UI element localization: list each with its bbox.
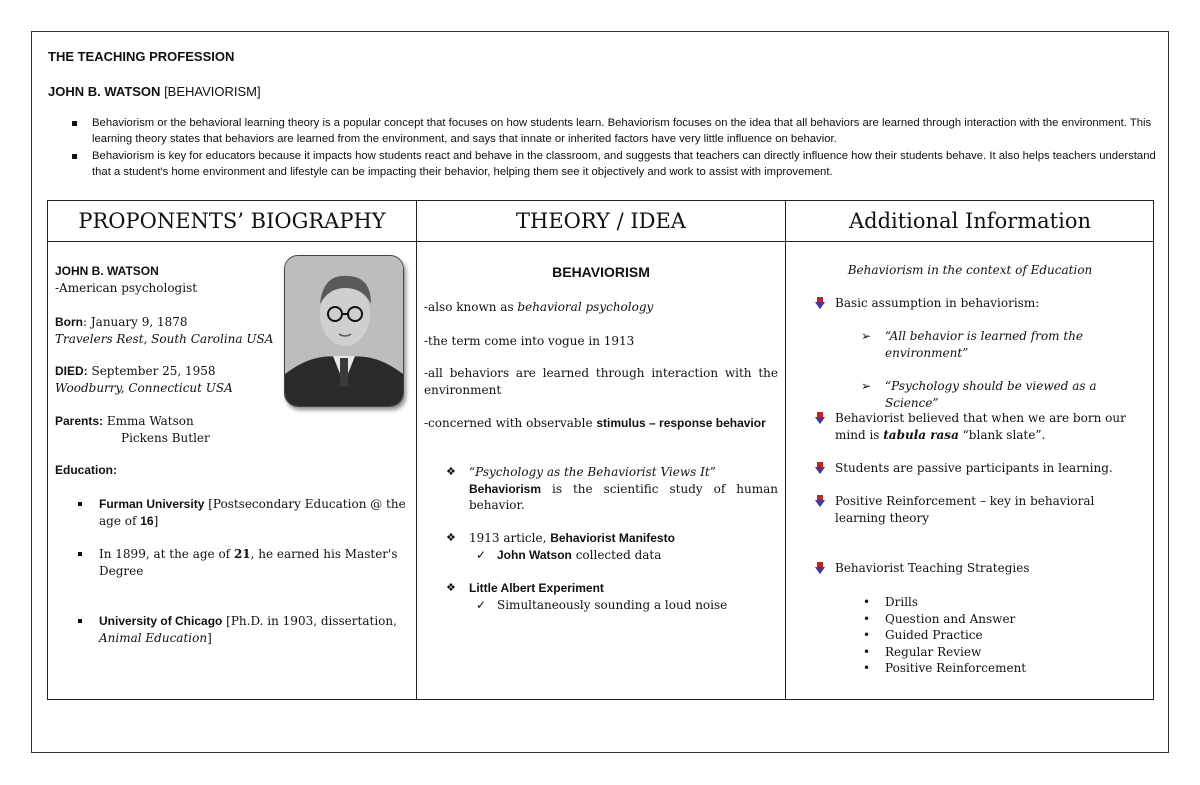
check-icon: ✓ [476,597,487,612]
arrowhead-bullet-icon: ➢ [861,329,872,343]
theory-item: ❖ “Psychology as the Behaviorist Views It” Behaviorism is the scientific study of human behavior. [446,465,778,512]
additional-item: Behaviorist Teaching Strategies [815,560,1145,577]
diamond-bullet-icon: ❖ [446,531,456,544]
portrait-image [285,256,403,406]
education-item: In 1899, at the age of 21, he earned his Master's Degree [78,546,408,579]
strategies-list [861,594,1141,677]
square-bullet-icon [72,121,77,126]
theory-item: ❖ Little Albert Experiment ✓ Simultaneously sounding a loud noise [446,581,728,612]
document-title: THE TEACHING PROFESSION [48,49,235,64]
subject-heading [48,84,261,99]
additional-item: Positive Reinforcement – key in behavioral learning theory [815,493,1145,526]
theory-cell: BEHAVIORISM -also known as behavioral psychology -the term come into vogue in 1913 -all behaviors are learned through interaction with the environment -concerned with observable stimulus – response behavior ❖ “Psychology as the Behaviorist Views It” Behaviorism is the scientific study of human behavior. ❖ 1913 article, Behaviorist Manifesto ✓ John Watson collected data ❖ Little Albert Experiment ✓ Simultaneously sounding a loud noise [417,242,785,699]
strategy-item: • Drills [863,595,919,609]
bio-role: -American psychologist [55,280,198,295]
subject-name: JOHN B. WATSON [48,84,161,99]
theory-item: ❖ 1913 article, Behaviorist Manifesto ✓ John Watson collected data [446,531,675,562]
assumption-quote: ➢ “Psychology should be viewed as a Science” [861,379,1097,410]
strategy-item: • Guided Practice [863,628,983,642]
intro-item: Behaviorism or the behavioral learning theory is a popular concept that focuses on how students learn. Behaviorism focuses on the idea that all behaviors are learned through interaction with the environment. This learning theory states that behaviors are learned from the environment, and says that innate or inherited factors have very little influence on behavior. [72,116,1160,147]
intro-item: Behaviorism is key for educators because it impacts how students react and behave in the classroom, and suggests that teachers can directly influence how their students behave. It also helps teachers understand that a student's home environment and lifestyle can be impacting their behavior, helping them see it objectively and work to assist with improvement. [72,149,1160,180]
diamond-bullet-icon: ❖ [446,465,456,478]
dot-bullet-icon: • [863,628,871,642]
biography-cell: JOHN B. WATSON -American psychologist Born: January 9, 1878 Travelers Rest, South Carolina USA DIED: September 25, 1958 Woodburry, Connecticut USA Parents: Emma Watson Pickens Butler Education: Furman University [Postsecondary Education @ the age of 16] In 1899, at the age of 21, he earned his Master's Degree University of Chicago [Ph.D. in 1903, dissertation, Animal Education] [48,242,416,699]
additional-context: Behaviorism in the context of Education [847,263,1093,277]
theory-title: BEHAVIORISM [552,264,650,280]
additional-item: Behaviorist believed that when we are born our mind is tabula rasa “blank slate”. [815,410,1145,443]
additional-cell [786,242,1154,699]
bio-died-place: Woodburry, Connecticut USA [55,380,233,395]
intro-list [72,116,1160,182]
arrow-bullet-icon [815,297,825,309]
assumption-quote: ➢ “All behavior is learned from the environment” [861,329,1084,360]
strategy-item: • Regular Review [863,644,982,659]
diamond-bullet-icon: ❖ [446,581,456,594]
bio-born-place: Travelers Rest, South Carolina USA [55,331,274,346]
arrow-bullet-icon [815,562,825,574]
square-bullet-icon [72,154,77,159]
additional-item: Basic assumption in behaviorism: [815,295,1145,312]
portrait-photo [284,255,404,407]
bio-name: JOHN B. WATSON [55,264,159,278]
dot-bullet-icon: • [863,595,871,609]
arrowhead-bullet-icon: ➢ [861,379,872,393]
header-biography: PROPONENTS’ BIOGRAPHY [78,209,386,233]
dot-bullet-icon: • [863,644,871,659]
strategy-item: • Question and Answer [863,611,1016,626]
arrow-bullet-icon [815,462,825,474]
arrow-bullet-icon [815,495,825,507]
content-table [47,200,1154,700]
education-heading: Education: [55,463,117,477]
dot-bullet-icon: • [863,661,871,675]
check-icon: ✓ [476,547,487,562]
header-theory: THEORY / IDEA [516,209,686,233]
dot-bullet-icon: • [863,611,871,626]
education-item: Furman University [Postsecondary Education @ the age of 16] [78,496,408,529]
education-item: University of Chicago [Ph.D. in 1903, dissertation, Animal Education] [78,613,408,646]
additional-item: Students are passive participants in learning. [815,460,1145,477]
header-additional: Additional Information [848,209,1092,233]
subject-tag: [BEHAVIORISM] [164,84,261,99]
strategy-item: • Positive Reinforcement [863,661,1027,675]
arrow-bullet-icon [815,412,825,424]
